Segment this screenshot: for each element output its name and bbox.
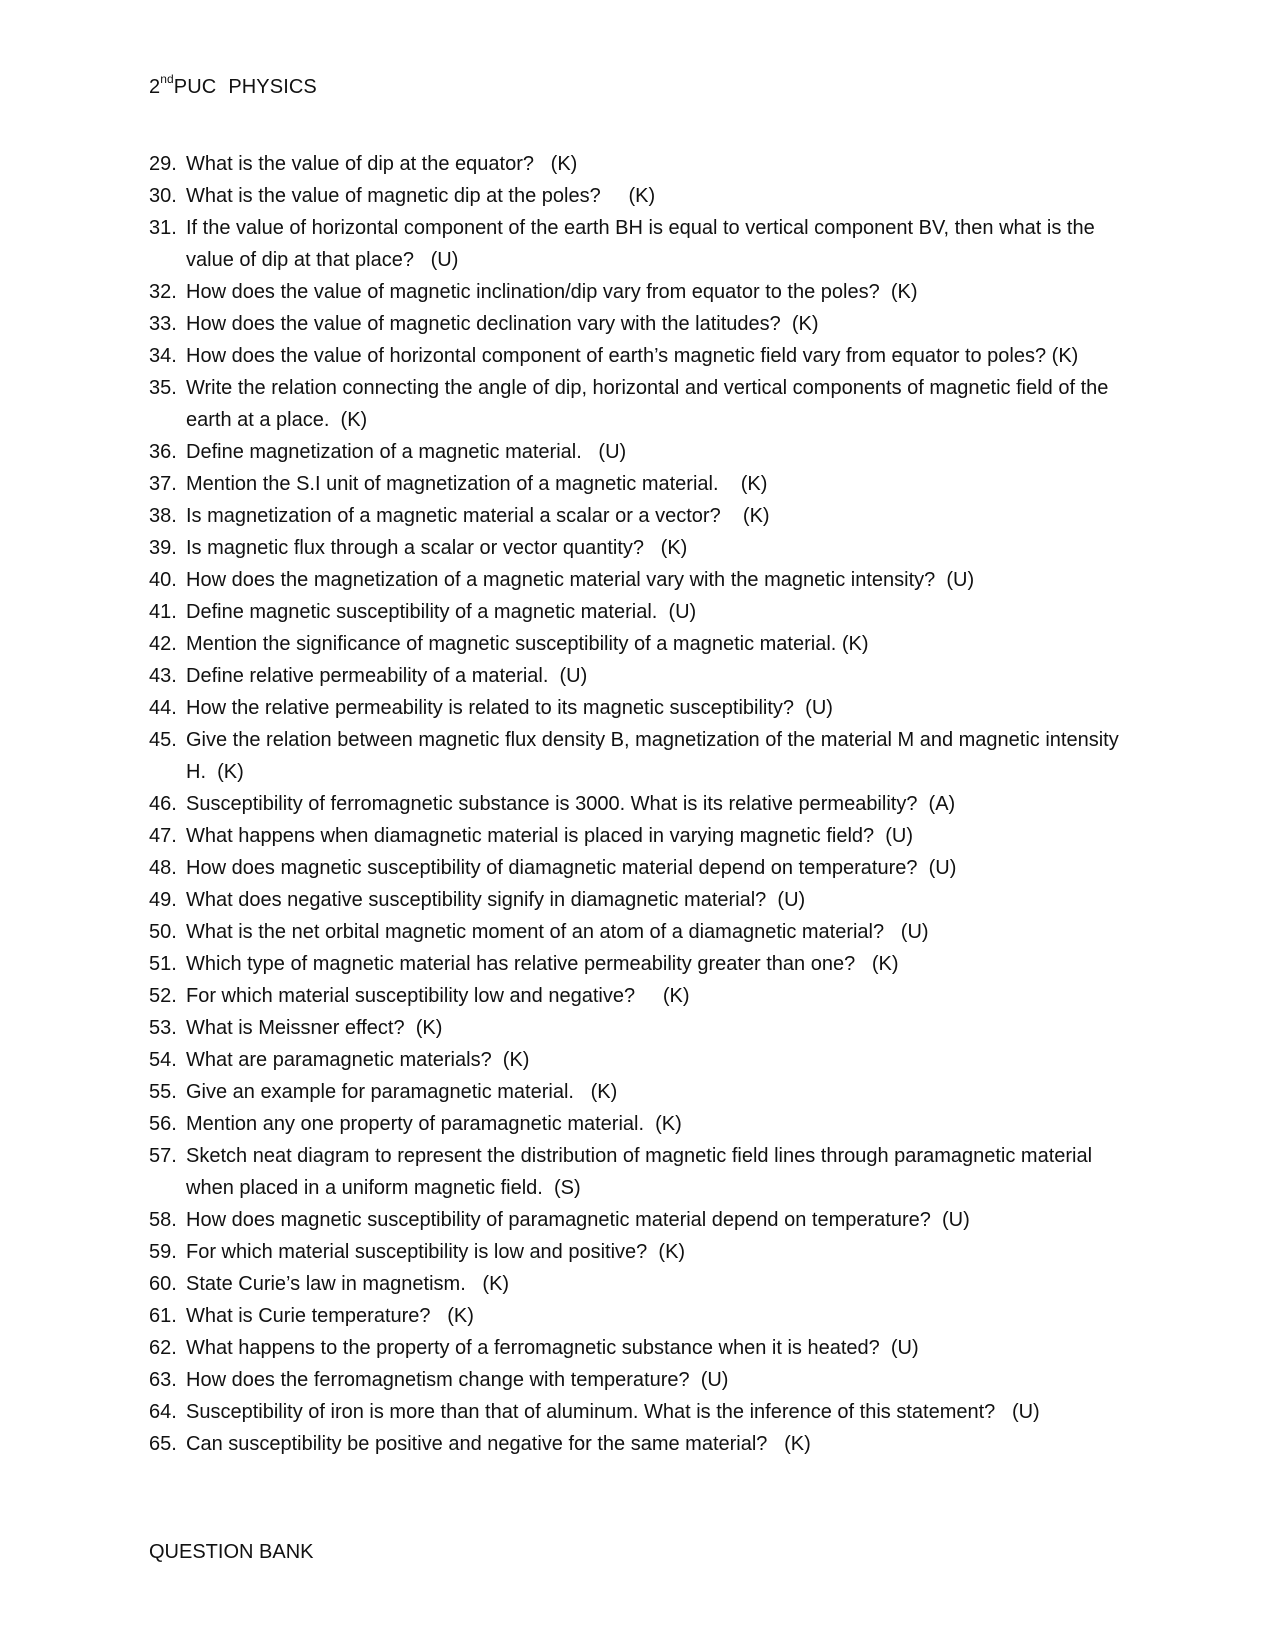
question-number: 37. [149, 473, 177, 495]
question-number: 29. [149, 153, 177, 175]
question-number: 49. [149, 889, 177, 911]
question-item [149, 1364, 1129, 1396]
question-number: 60. [149, 1273, 177, 1295]
question-item [149, 788, 1129, 820]
question-item [149, 1332, 1129, 1364]
question-item [149, 436, 1129, 468]
question-text: Mention the significance of magnetic susceptibility of a magnetic material. (K) [186, 633, 869, 655]
level-superscript: nd [160, 72, 174, 86]
question-item [149, 948, 1129, 980]
question-item [149, 980, 1129, 1012]
question-number: 65. [149, 1433, 177, 1455]
question-text: Susceptibility of ferromagnetic substance is 3000. What is its relative permeability? (A) [186, 793, 956, 815]
question-item [149, 596, 1129, 628]
question-item [149, 468, 1129, 500]
question-number: 30. [149, 185, 177, 207]
question-text: What is Curie temperature? (K) [186, 1305, 474, 1327]
question-number: 38. [149, 505, 177, 527]
question-text: How does the magnetization of a magnetic material vary with the magnetic intensity? (U) [186, 569, 975, 591]
question-number: 55. [149, 1081, 177, 1103]
question-text: How the relative permeability is related to its magnetic susceptibility? (U) [186, 697, 833, 719]
page-footer: QUESTION BANK [149, 1541, 314, 1563]
question-item [149, 212, 1129, 276]
question-item [149, 1044, 1129, 1076]
question-number: 51. [149, 953, 177, 975]
question-item [149, 372, 1129, 436]
question-text: What is the value of dip at the equator? (K) [186, 153, 578, 175]
question-number: 56. [149, 1113, 177, 1135]
question-number: 50. [149, 921, 177, 943]
question-text: Susceptibility of iron is more than that of aluminum. What is the inference of this statement? (U) [186, 1401, 1040, 1423]
question-number: 52. [149, 985, 177, 1007]
question-text: Sketch neat diagram to represent the distribution of magnetic field lines through paramagnetic material when placed in a uniform magnetic field. (S) [186, 1145, 1098, 1199]
question-text: Give the relation between magnetic flux density B, magnetization of the material M and magnetic intensity H. (K) [186, 729, 1125, 783]
question-number: 48. [149, 857, 177, 879]
question-item [149, 1268, 1129, 1300]
question-number: 57. [149, 1145, 177, 1167]
question-item [149, 916, 1129, 948]
question-text: Is magnetization of a magnetic material a scalar or a vector? (K) [186, 505, 770, 527]
question-text: How does the value of magnetic inclination/dip vary from equator to the poles? (K) [186, 281, 918, 303]
question-item [149, 500, 1129, 532]
question-text: Mention any one property of paramagnetic material. (K) [186, 1113, 682, 1135]
question-item [149, 852, 1129, 884]
question-number: 61. [149, 1305, 177, 1327]
question-item [149, 1076, 1129, 1108]
question-number: 43. [149, 665, 177, 687]
question-item [149, 1300, 1129, 1332]
question-number: 47. [149, 825, 177, 847]
question-text: How does the value of magnetic declination vary with the latitudes? (K) [186, 313, 819, 335]
question-item [149, 692, 1129, 724]
question-item [149, 660, 1129, 692]
question-number: 44. [149, 697, 177, 719]
question-number: 32. [149, 281, 177, 303]
page-header [149, 74, 317, 99]
question-text: Give an example for paramagnetic material. (K) [186, 1081, 618, 1103]
question-number: 46. [149, 793, 177, 815]
question-number: 33. [149, 313, 177, 335]
question-item [149, 276, 1129, 308]
question-number: 53. [149, 1017, 177, 1039]
question-number: 42. [149, 633, 177, 655]
question-text: Define relative permeability of a material. (U) [186, 665, 588, 687]
question-text: Mention the S.I unit of magnetization of a magnetic material. (K) [186, 473, 768, 495]
question-item [149, 1140, 1129, 1204]
question-item [149, 1204, 1129, 1236]
question-number: 40. [149, 569, 177, 591]
question-text: Write the relation connecting the angle of dip, horizontal and vertical components of magnetic field of the earth at a place. (K) [186, 377, 1114, 431]
question-number: 45. [149, 729, 177, 751]
question-item [149, 340, 1129, 372]
subject-title: PHYSICS [228, 75, 317, 98]
question-item [149, 564, 1129, 596]
question-number: 41. [149, 601, 177, 623]
question-item [149, 180, 1129, 212]
question-number: 64. [149, 1401, 177, 1423]
question-item [149, 308, 1129, 340]
question-text: For which material susceptibility is low and positive? (K) [186, 1241, 686, 1263]
question-number: 36. [149, 441, 177, 463]
question-item [149, 1396, 1129, 1428]
question-text: Define magnetization of a magnetic material. (U) [186, 441, 627, 463]
question-item [149, 884, 1129, 916]
question-number: 62. [149, 1337, 177, 1359]
question-text: How does magnetic susceptibility of paramagnetic material depend on temperature? (U) [186, 1209, 970, 1231]
question-item [149, 1428, 1129, 1460]
question-item [149, 148, 1129, 180]
question-number: 39. [149, 537, 177, 559]
question-text: How does the ferromagnetism change with temperature? (U) [186, 1369, 729, 1391]
question-text: What is the net orbital magnetic moment of an atom of a diamagnetic material? (U) [186, 921, 929, 943]
question-text: What happens to the property of a ferromagnetic substance when it is heated? (U) [186, 1337, 919, 1359]
question-text: State Curie’s law in magnetism. (K) [186, 1273, 510, 1295]
question-text: How does the value of horizontal component of earth’s magnetic field vary from equator to poles? (K) [186, 345, 1079, 367]
question-text: What happens when diamagnetic material is placed in varying magnetic field? (U) [186, 825, 914, 847]
question-text: For which material susceptibility low and negative? (K) [186, 985, 690, 1007]
question-item [149, 820, 1129, 852]
question-text: What is the value of magnetic dip at the poles? (K) [186, 185, 656, 207]
question-number: 58. [149, 1209, 177, 1231]
question-text: Define magnetic susceptibility of a magnetic material. (U) [186, 601, 697, 623]
question-number: 34. [149, 345, 177, 367]
question-text: What are paramagnetic materials? (K) [186, 1049, 530, 1071]
question-number: 54. [149, 1049, 177, 1071]
question-item [149, 1108, 1129, 1140]
question-text: What does negative susceptibility signify in diamagnetic material? (U) [186, 889, 806, 911]
question-text: If the value of horizontal component of the earth BH is equal to vertical component BV, then what is the value of dip at that place? (U) [186, 217, 1101, 271]
question-item [149, 532, 1129, 564]
question-item [149, 628, 1129, 660]
question-number: 63. [149, 1369, 177, 1391]
question-text: What is Meissner effect? (K) [186, 1017, 443, 1039]
question-item [149, 1236, 1129, 1268]
question-number: 59. [149, 1241, 177, 1263]
question-text: Is magnetic flux through a scalar or vector quantity? (K) [186, 537, 688, 559]
question-item [149, 724, 1129, 788]
question-number: 35. [149, 377, 177, 399]
question-text: Which type of magnetic material has relative permeability greater than one? (K) [186, 953, 899, 975]
question-item [149, 1012, 1129, 1044]
question-list [149, 148, 1129, 1460]
question-text: How does magnetic susceptibility of diamagnetic material depend on temperature? (U) [186, 857, 957, 879]
question-number: 31. [149, 217, 177, 239]
class-level: 2ndPUC [149, 72, 217, 98]
question-text: Can susceptibility be positive and negative for the same material? (K) [186, 1433, 811, 1455]
